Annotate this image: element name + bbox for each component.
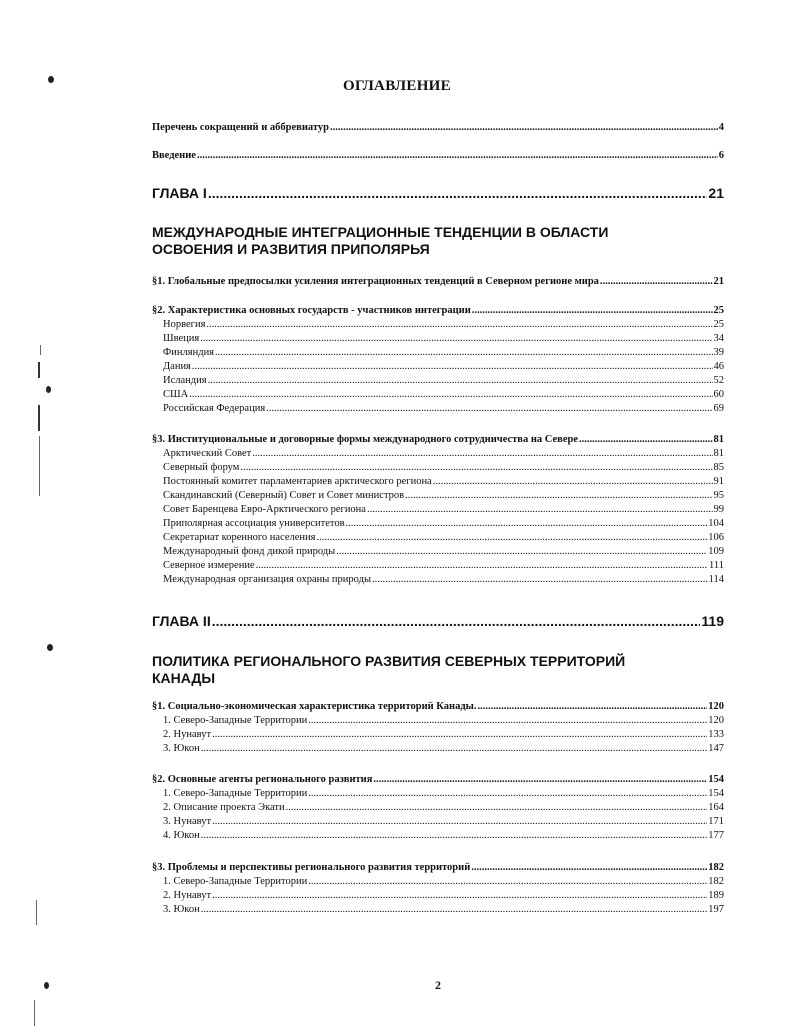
toc-entry-page: 6 — [718, 150, 724, 161]
chapter-1-heading — [152, 224, 712, 258]
item-page: 34 — [713, 333, 724, 344]
toc-section-2-1[interactable] — [152, 701, 724, 712]
item-label: Исландия — [163, 375, 207, 386]
section-label: §1. Социально-экономическая характеристика территорий Канады. — [152, 701, 477, 712]
toc-item[interactable] — [163, 462, 724, 473]
item-label: 1. Северо-Западные Территории — [163, 715, 308, 726]
toc-chapter-2[interactable] — [152, 613, 724, 629]
item-page: 164 — [708, 802, 724, 813]
toc-item[interactable] — [163, 403, 724, 414]
item-page: 52 — [713, 375, 724, 386]
toc-item[interactable] — [163, 890, 724, 901]
item-label: Норвегия — [163, 319, 206, 330]
item-page: 39 — [713, 347, 724, 358]
item-page: 60 — [713, 389, 724, 400]
section-label: §3. Проблемы и перспективы регионального развития территорий — [152, 862, 471, 873]
item-label: США — [163, 389, 189, 400]
toc-entry-label: Перечень сокращений и аббревиатур — [152, 122, 329, 133]
toc-item[interactable] — [163, 448, 724, 459]
toc-item[interactable] — [163, 347, 724, 358]
toc-item[interactable] — [163, 490, 724, 501]
item-label: 1. Северо-Западные Территории — [163, 788, 308, 799]
item-label: 1. Северо-Западные Территории — [163, 876, 308, 887]
toc-title: ОГЛАВЛЕНИЕ — [343, 78, 451, 94]
item-label: 2. Нунавут — [163, 729, 212, 740]
section-label: §2. Основные агенты регионального развития — [152, 774, 373, 785]
toc-entry-page: 4 — [718, 122, 724, 133]
item-label: 2. Описание проекта Экати — [163, 802, 285, 813]
toc-item[interactable] — [163, 729, 724, 740]
toc-item[interactable] — [163, 546, 724, 557]
chapter-2-heading — [152, 653, 712, 687]
item-page: 81 — [713, 448, 724, 459]
item-page: 120 — [708, 715, 724, 726]
item-page: 182 — [708, 876, 724, 887]
item-label: Скандинавский (Северный) Совет и Совет министров — [163, 490, 405, 501]
toc-item[interactable] — [163, 476, 724, 487]
toc-item[interactable] — [163, 830, 724, 841]
item-label: Секретариат коренного населения — [163, 532, 316, 543]
section-page: 81 — [713, 434, 724, 445]
item-label: Швеция — [163, 333, 200, 344]
chapter-page: 21 — [708, 185, 724, 201]
item-label: Международный фонд дикой природы — [163, 546, 336, 557]
item-label: Северный форум — [163, 462, 240, 473]
item-label: Российская Федерация — [163, 403, 266, 414]
toc-item[interactable] — [163, 876, 724, 887]
item-label: 2. Нунавут — [163, 890, 212, 901]
item-page: 171 — [708, 816, 724, 827]
toc-section-1-1[interactable] — [152, 276, 724, 287]
toc-item[interactable] — [163, 904, 724, 915]
item-page: 91 — [713, 476, 724, 487]
item-label: Арктический Совет — [163, 448, 252, 459]
toc-item[interactable] — [163, 532, 724, 543]
section-label: §1. Глобальные предпосылки усиления интеграционных тенденций в Северном регионе мира — [152, 276, 599, 287]
toc-item[interactable] — [163, 319, 724, 330]
section-label: §3. Институциональные и договорные формы международного сотрудничества на Севере — [152, 434, 578, 445]
toc-item[interactable] — [163, 788, 724, 799]
toc-item[interactable] — [163, 375, 724, 386]
toc-item[interactable] — [163, 743, 724, 754]
item-page: 106 — [708, 532, 724, 543]
item-page: 25 — [713, 319, 724, 330]
chapter-page: 119 — [701, 613, 724, 629]
item-label: Северное измерение — [163, 560, 255, 571]
item-label: Постоянный комитет парламентариев арктического региона — [163, 476, 432, 487]
chapter-label: ГЛАВА I — [152, 185, 207, 201]
item-label: Приполярная ассоциация университетов — [163, 518, 345, 529]
toc-item[interactable] — [163, 361, 724, 372]
toc-section-1-2[interactable] — [152, 305, 724, 316]
toc-entry-label: Введение — [152, 150, 196, 161]
item-label: 3. Юкон — [163, 904, 200, 915]
item-page: 114 — [708, 574, 724, 585]
heading-line: ОСВОЕНИЯ И РАЗВИТИЯ ПРИПОЛЯРЬЯ — [152, 241, 430, 257]
item-page: 69 — [713, 403, 724, 414]
toc-section-1-3[interactable] — [152, 434, 724, 445]
item-page: 111 — [709, 560, 724, 571]
toc-item[interactable] — [163, 802, 724, 813]
toc-item[interactable] — [163, 504, 724, 515]
chapter-label: ГЛАВА II — [152, 613, 211, 629]
item-page: 197 — [708, 904, 724, 915]
toc-chapter-1[interactable] — [152, 185, 724, 201]
item-page: 46 — [713, 361, 724, 372]
section-label: §2. Характеристика основных государств - участников интеграции — [152, 305, 471, 316]
item-label: Дания — [163, 361, 191, 372]
section-page: 25 — [713, 305, 724, 316]
item-page: 177 — [708, 830, 724, 841]
item-page: 99 — [713, 504, 724, 515]
item-page: 109 — [708, 546, 724, 557]
heading-line: ПОЛИТИКА РЕГИОНАЛЬНОГО РАЗВИТИЯ СЕВЕРНЫХ ТЕРРИТОРИЙ — [152, 653, 626, 669]
toc-entry-abbreviations[interactable] — [152, 122, 724, 133]
page-number: 2 — [435, 978, 441, 992]
toc-item[interactable] — [163, 389, 724, 400]
section-page: 154 — [708, 774, 724, 785]
toc-item[interactable] — [163, 715, 724, 726]
item-label: Совет Баренцева Евро-Арктического региона — [163, 504, 366, 515]
toc-item[interactable] — [163, 333, 724, 344]
item-page: 95 — [713, 490, 724, 501]
item-page: 133 — [708, 729, 724, 740]
heading-line: КАНАДЫ — [152, 670, 216, 686]
toc-item[interactable] — [163, 560, 724, 571]
item-page: 189 — [708, 890, 724, 901]
section-page: 120 — [708, 701, 724, 712]
heading-line: МЕЖДУНАРОДНЫЕ ИНТЕГРАЦИОННЫЕ ТЕНДЕНЦИИ В ОБЛАСТИ — [152, 224, 609, 240]
item-page: 147 — [708, 743, 724, 754]
toc-section-2-3[interactable] — [152, 862, 724, 873]
toc-item[interactable] — [163, 574, 724, 585]
item-label: Финляндия — [163, 347, 215, 358]
section-page: 182 — [708, 862, 724, 873]
item-label: 3. Нунавут — [163, 816, 212, 827]
toc-section-2-2[interactable] — [152, 774, 724, 785]
item-label: 3. Юкон — [163, 743, 200, 754]
item-label: 4. Юкон — [163, 830, 200, 841]
item-page: 104 — [708, 518, 724, 529]
section-page: 21 — [713, 276, 724, 287]
item-label: Международная организация охраны природы — [163, 574, 371, 585]
toc-item[interactable] — [163, 518, 724, 529]
item-page: 85 — [713, 462, 724, 473]
item-page: 154 — [708, 788, 724, 799]
toc-item[interactable] — [163, 816, 724, 827]
toc-entry-introduction[interactable] — [152, 150, 724, 161]
